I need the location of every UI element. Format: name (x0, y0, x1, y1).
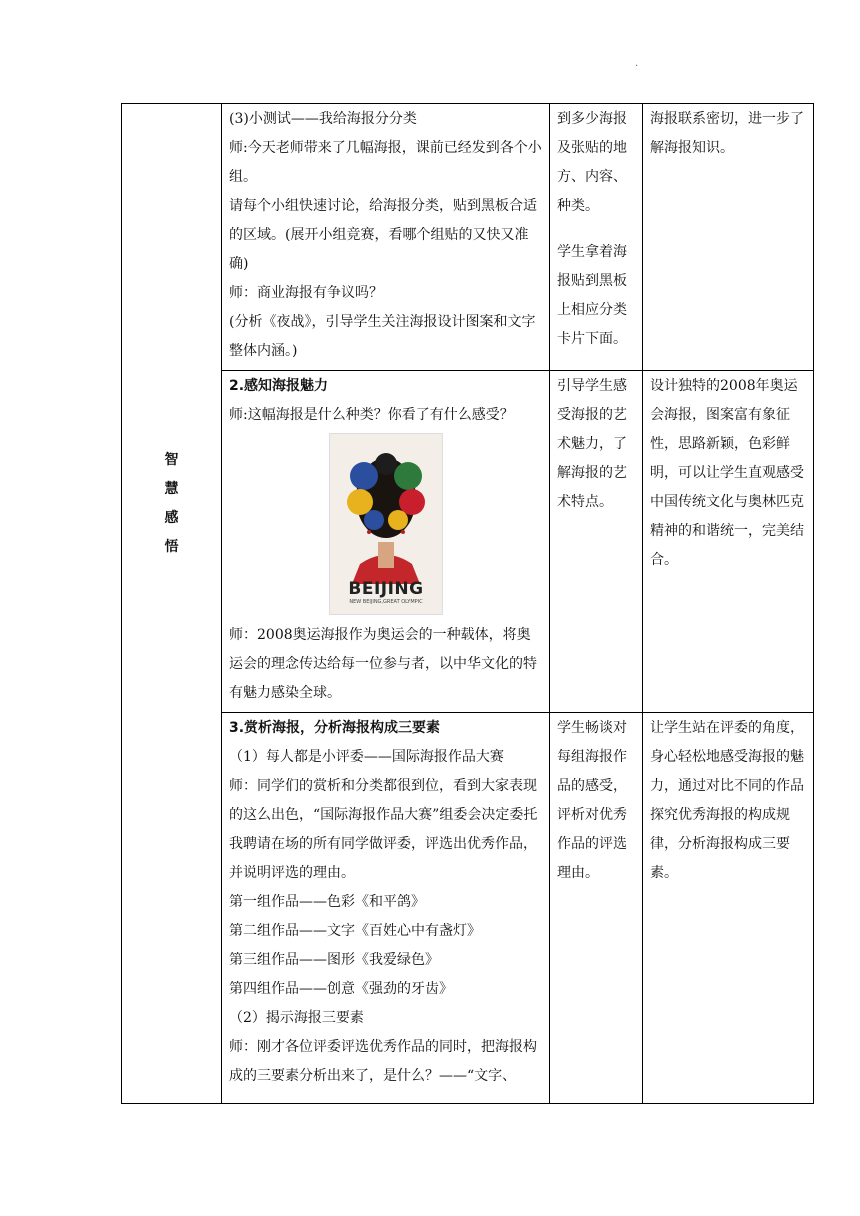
stage-cell (122, 104, 222, 1104)
design-intent-cell (643, 104, 814, 371)
lesson-line: （2）揭示海报三要素 (229, 1010, 364, 1026)
process-line: 师：商业海报有争议吗？ (229, 285, 383, 301)
table-row (122, 371, 814, 713)
teacher-activity-cell (222, 371, 550, 713)
stage-char: 悟 (164, 538, 179, 555)
olympic-poster-image (329, 433, 443, 615)
student-activity-cell (550, 371, 643, 713)
design-intent-text: 海报联系密切，进一步了解海报知识。 (650, 111, 804, 156)
teacher-activity-cell (222, 104, 550, 371)
lesson-line: 师：同学们的赏析和分类都很到位，看到大家表现的这么出色，“国际海报作品大赛”组委会决定委托我聘请在场的所有同学做评委，评选出优秀作品，并说明评选的理由。 (229, 778, 538, 881)
stage-char: 感 (164, 509, 179, 526)
explain-text: 师：2008奥运海报作为奥运会的一种载体，将奥运会的理念传达给每一位参与者，以中华文化的特有魅力感染全球。 (229, 627, 537, 701)
student-activity-cell (550, 713, 643, 1104)
student-activity-text: 学生拿着海报贴到黑板上相应分类卡片下面。 (557, 244, 627, 347)
design-intent-cell (643, 371, 814, 713)
lesson-line: 师：刚才各位评委评选优秀作品的同时，把海报构成的三要素分析出来了，是什么？——“文字、 (229, 1039, 537, 1084)
lesson-line: 第一组作品——色彩《和平鸽》 (229, 894, 425, 910)
lesson-line: 第四组作品——创意《强劲的牙齿》 (229, 981, 453, 997)
student-activity-text: 学生畅谈对每组海报作品的感受，评析对优秀作品的评选理由。 (557, 720, 627, 881)
design-intent-text: 让学生站在评委的角度，身心轻松地感受海报的魅力，通过对比不同的作品探究优秀海报的构成规律，分析海报构成三要素。 (650, 720, 804, 881)
question-text: 师:这幅海报是什么种类？你看了有什么感受？ (229, 407, 514, 423)
design-intent-text: 设计独特的2008年奥运会海报，图案富有象征性，思路新颖，色彩鲜明，可以让学生直观感受中国传统文化与奥林匹克精神的和谐统一，完美结合。 (650, 378, 804, 568)
page-mark: . (635, 58, 639, 69)
section-heading: 3.赏析海报，分析海报构成三要素 (229, 720, 441, 736)
process-line: (3)小测试——我给海报分分类 (229, 111, 417, 127)
stage-char: 智 (164, 451, 179, 468)
poster-title: BEIJING (348, 579, 424, 599)
stage-char: 慧 (164, 480, 179, 497)
process-line: 师:今天老师带来了几幅海报，课前已经发到各个小组。 (229, 140, 542, 185)
student-activity-text: 引导学生感受海报的艺术魅力，了解海报的艺术特点。 (557, 378, 627, 510)
lesson-plan-table (121, 103, 814, 1104)
lesson-line: 第三组作品——图形《我爱绿色》 (229, 952, 439, 968)
student-activity-cell (550, 104, 643, 371)
lesson-line: （1）每人都是小评委——国际海报作品大赛 (229, 749, 504, 765)
poster-subtitle: NEW BEIJING,GREAT OLYMPIC (349, 599, 423, 605)
table-row (122, 104, 814, 371)
lesson-line: 第二组作品——文字《百姓心中有盏灯》 (229, 923, 481, 939)
stage-label (122, 446, 221, 562)
design-intent-cell (643, 713, 814, 1104)
process-line: (分析《夜战》，引导学生关注海报设计图案和文字整体内涵。) (229, 314, 536, 359)
section-heading: 2.感知海报魅力 (229, 378, 329, 394)
process-line: 请每个小组快速讨论，给海报分类，贴到黑板合适的区域。(展开小组竞赛，看哪个组贴的又快又准确) (229, 198, 537, 272)
student-activity-text: 到多少海报及张贴的地方、内容、种类。 (557, 111, 627, 214)
table-row (122, 713, 814, 1104)
teacher-activity-cell (222, 713, 550, 1104)
